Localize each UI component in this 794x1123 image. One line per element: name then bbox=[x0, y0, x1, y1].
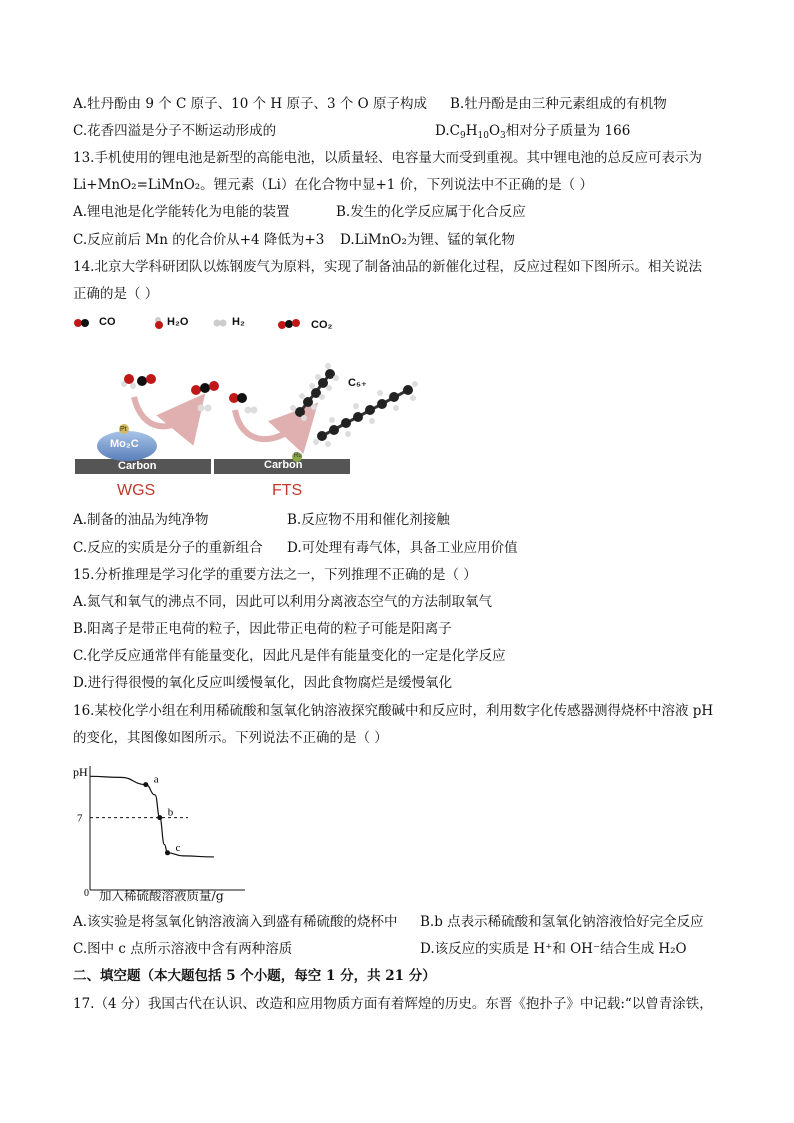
fts-label: FTS bbox=[272, 482, 303, 499]
q16-stem-line1: 16.某校化学小组在利用稀硫酸和氢氧化钠溶液探究酸碱中和反应时，利用数字化传感器测得烧杯中溶液 pH bbox=[73, 703, 714, 719]
q15-stem: 15.分析推理是学习化学的重要方法之一，下列推理不正确的是（ ） bbox=[73, 567, 477, 583]
section-2-title: 二、填空题（本大题包括 5 个小题，每空 1 分，共 21 分） bbox=[73, 968, 436, 984]
q13-stem-line1: 13.手机使用的锂电池是新型的高能电池，以质量轻、电容量大而受到重视。其中锂电池的总反应可表示为 bbox=[73, 150, 702, 166]
q15-option-b: B.阳离子是带正电荷的粒子，因此带正电荷的粒子可能是阳离子 bbox=[73, 621, 452, 637]
point-a bbox=[143, 782, 148, 787]
point-label-a: a bbox=[153, 773, 159, 786]
mo2c-label: Mo₂C bbox=[110, 438, 139, 450]
legend-co2-label: CO₂ bbox=[311, 319, 333, 331]
q14-option-c: C.反应的实质是分子的重新组合 bbox=[73, 540, 263, 556]
y-axis-label: pH bbox=[73, 765, 88, 779]
q16-option-b: B.b 点表示稀硫酸和氢氧化钠溶液恰好完全反应 bbox=[420, 914, 704, 930]
q14-stem-line1: 14.北京大学科研团队以炼钢废气为原料，实现了制备油品的新催化过程，反应过程如下图所示。相关说法 bbox=[73, 259, 702, 275]
q16-option-d: D.该反应的实质是 H⁺和 OH⁻结合生成 H₂O bbox=[420, 941, 687, 957]
origin-label: 0 bbox=[84, 888, 89, 899]
carbon-label-2: Carbon bbox=[264, 459, 303, 471]
point-c bbox=[165, 850, 170, 855]
h2-molecule-icon bbox=[214, 320, 227, 327]
legend-co-label: CO bbox=[99, 316, 116, 328]
q14-option-d: D.可处理有毒气体，具备工业应用价值 bbox=[287, 540, 518, 556]
q13-option-d: D.LiMnO₂为锂、锰的氧化物 bbox=[340, 232, 515, 248]
wgs-label: WGS bbox=[117, 482, 156, 499]
q12-option-a: A.牡丹酚由 9 个 C 原子、10 个 H 原子、3 个 O 原子构成 bbox=[73, 96, 427, 112]
q16-option-a: A.该实验是将氢氧化钠溶液滴入到盛有稀硫酸的烧杯中 bbox=[73, 914, 398, 930]
q14-option-a: A.制备的油品为纯净物 bbox=[73, 512, 209, 528]
point-label-c: c bbox=[175, 841, 181, 854]
q13-option-c: C.反应前后 Mn 的化合价从+4 降低为+3 bbox=[73, 232, 325, 248]
hydrocarbon-chain-short bbox=[290, 363, 339, 421]
point-label-b: b bbox=[167, 806, 174, 819]
q15-option-c: C.化学反应通常伴有能量变化，因此凡是伴有能量变化的一定是化学反应 bbox=[73, 648, 506, 664]
q13-stem-line2: Li+MnO₂=LiMnO₂。锂元素（Li）在化合物中显+1 价，下列说法中不正确的是（ ） bbox=[73, 177, 593, 193]
q14-option-b: B.反应物不用和催化剂接触 bbox=[287, 512, 450, 528]
point-b bbox=[157, 815, 162, 820]
q13-option-a: A.锂电池是化学能转化为电能的装置 bbox=[73, 204, 290, 220]
q12-option-b: B.牡丹酚是由三种元素组成的有机物 bbox=[450, 96, 667, 112]
co-molecule-icon bbox=[74, 319, 89, 327]
legend-h2-label: H₂ bbox=[232, 316, 245, 328]
y-tick-7: 7 bbox=[77, 812, 83, 825]
q15-option-d: D.进行得很慢的氧化反应叫缓慢氧化，因此食物腐烂是缓慢氧化 bbox=[73, 675, 453, 691]
ru-label: Ru bbox=[294, 453, 302, 459]
pt-label: Pt bbox=[120, 426, 127, 433]
q12-option-d: $D.C_9H_{10}O_3$相对分子质量为 166 bbox=[435, 123, 631, 141]
q15-option-a: A.氮气和氧气的沸点不同，因此可以利用分离液态空气的方法制取氧气 bbox=[73, 594, 493, 610]
q16-stem-line2: 的变化，其图像如图所示。下列说法不正确的是（ ） bbox=[73, 730, 388, 746]
q17-stem: 17.（4 分）我国古代在认识、改造和应用物质方面有着辉煌的历史。东晋《抱扑子》中记载:“以曾青涂铁， bbox=[73, 996, 713, 1012]
q16-option-c: C.图中 c 点所示溶液中含有两种溶质 bbox=[73, 941, 293, 957]
co2-molecule-icon bbox=[278, 319, 300, 329]
q12-option-c: C.花香四溢是分子不断运动形成的 bbox=[73, 123, 277, 139]
h2o-molecule-icon bbox=[155, 317, 163, 329]
carbon-label-1: Carbon bbox=[118, 460, 157, 472]
q13-option-b: B.发生的化学反应属于化合反应 bbox=[336, 204, 526, 220]
legend-h2o-label: H₂O bbox=[167, 316, 189, 328]
q14-stem-line2: 正确的是（ ） bbox=[73, 286, 159, 302]
c5-label: C₅₊ bbox=[348, 377, 367, 389]
ph-curve bbox=[90, 773, 214, 857]
x-axis-label: 加入稀硫酸溶液质量/g bbox=[99, 888, 224, 903]
